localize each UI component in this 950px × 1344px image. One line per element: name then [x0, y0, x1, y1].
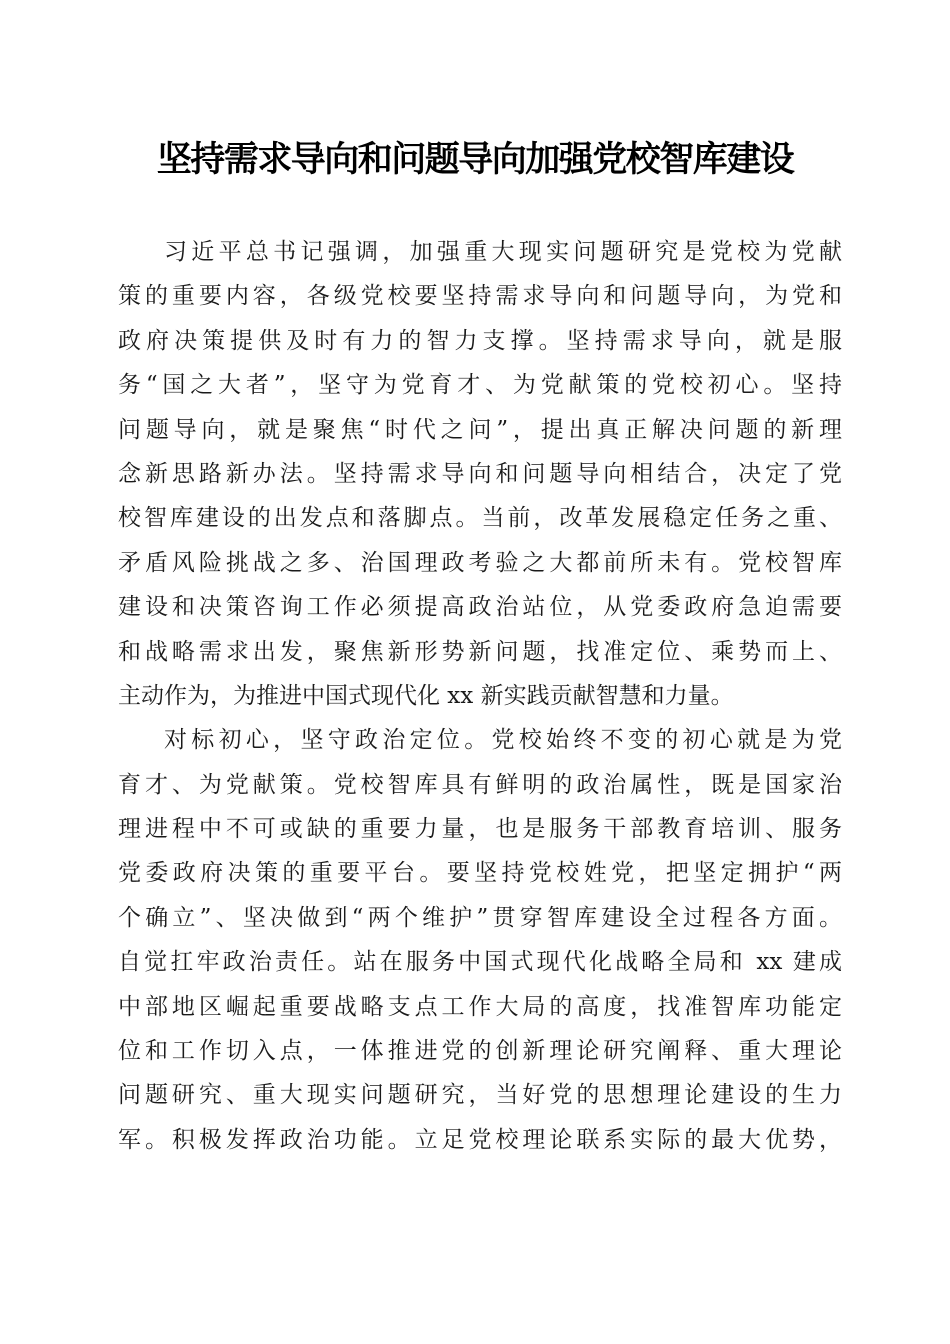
paragraph-line: 建设和决策咨询工作必须提高政治站位，从党委政府急迫需要	[118, 594, 842, 621]
paragraph-1	[118, 230, 842, 718]
paragraph-line: 军。积极发挥政治功能。立足党校理论联系实际的最大优势，	[118, 1126, 842, 1153]
paragraph-line: 问题导向，就是聚焦“时代之问”，提出真正解决问题的新理	[118, 416, 842, 443]
paragraph-line: 位和工作切入点，一体推进党的创新理论研究阐释、重大理论	[118, 1038, 842, 1065]
paragraph-2	[118, 718, 842, 1162]
paragraph-line: 对标初心，坚守政治定位。党校始终不变的初心就是为党	[164, 727, 842, 754]
paragraph-line: 政府决策提供及时有力的智力支撑。坚持需求导向，就是服	[118, 327, 842, 354]
paragraph-line: 中部地区崛起重要战略支点工作大局的高度，找准智库功能定	[118, 993, 842, 1020]
paragraph-line: 育才、为党献策。党校智库具有鲜明的政治属性，既是国家治	[118, 771, 842, 798]
paragraph-line: 理进程中不可或缺的重要力量，也是服务干部教育培训、服务	[118, 816, 842, 843]
paragraph-line: 问题研究、重大现实问题研究，当好党的思想理论建设的生力	[118, 1082, 842, 1109]
paragraph-line: 务“国之大者”，坚守为党育才、为党献策的党校初心。坚持	[118, 372, 842, 399]
paragraph-line: 个确立”、坚决做到“两个维护”贯穿智库建设全过程各方面。	[118, 904, 842, 931]
paragraph-line: 主动作为，为推进中国式现代化 xx 新实践贡献智慧和力量。	[118, 682, 734, 709]
paragraph-line: 策的重要内容，各级党校要坚持需求导向和问题导向，为党和	[118, 283, 842, 310]
paragraph-line: 念新思路新办法。坚持需求导向和问题导向相结合，决定了党	[118, 460, 842, 487]
paragraph-line: 自觉扛牢政治责任。站在服务中国式现代化战略全局和 xx 建成	[118, 949, 842, 976]
document-title: 坚持需求导向和问题导向加强党校智库建设	[156, 139, 794, 180]
paragraph-line: 校智库建设的出发点和落脚点。当前，改革发展稳定任务之重、	[118, 505, 842, 532]
paragraph-line: 党委政府决策的重要平台。要坚持党校姓党，把坚定拥护“两	[118, 860, 842, 887]
document-body	[118, 230, 842, 1162]
paragraph-line: 矛盾风险挑战之多、治国理政考验之大都前所未有。党校智库	[118, 549, 842, 576]
paragraph-line: 习近平总书记强调，加强重大现实问题研究是党校为党献	[164, 239, 842, 265]
paragraph-line: 和战略需求出发，聚焦新形势新问题，找准定位、乘势而上、	[118, 638, 842, 665]
